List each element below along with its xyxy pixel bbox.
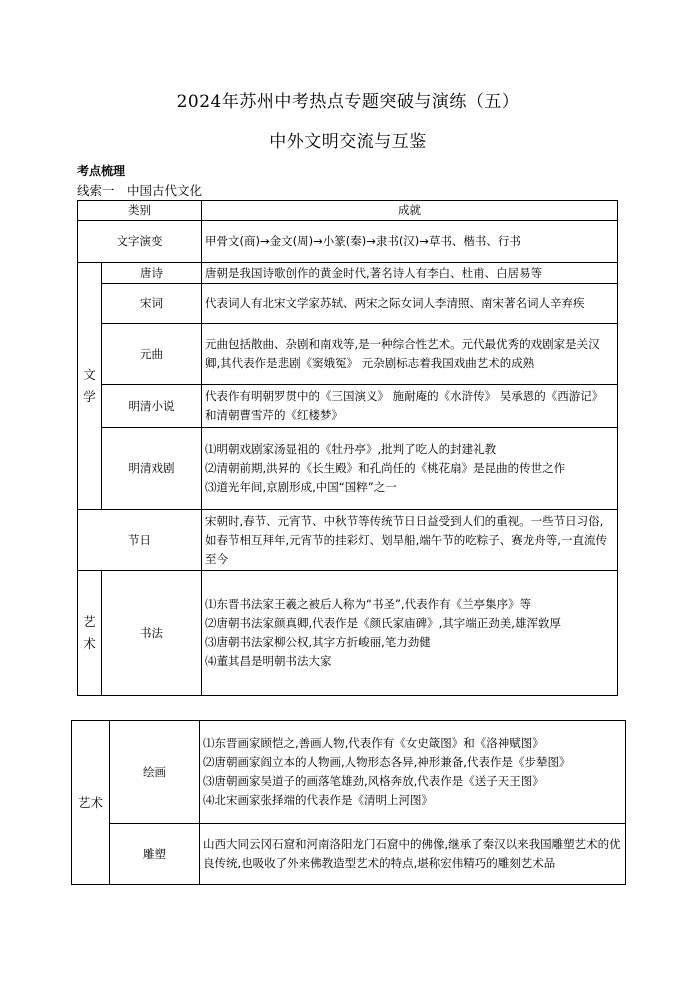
row-text-tang-poetry: 唐朝是我国诗歌创作的黄金时代,著名诗人有李白、杜甫、白居易等 — [202, 263, 618, 284]
table-row — [78, 571, 618, 696]
culture-table-2 — [71, 720, 626, 885]
section-label: 考点梳理 — [77, 164, 126, 178]
row-label-writing: 文字演变 — [78, 221, 202, 263]
painting-item: ⑷北宋画家张择端的代表作是《清明上河图》 — [203, 793, 433, 807]
row-label-sculpture: 雕塑 — [110, 824, 200, 885]
document-title: 2024年苏州中考热点专题突破与演练（五） — [176, 92, 520, 112]
table-row — [78, 324, 618, 385]
row-label-ming-qing-novels: 明清小说 — [102, 385, 202, 428]
drama-item: ⑶道光年间,京剧形成,中国“国粹”之一 — [205, 480, 397, 494]
table-row — [78, 221, 618, 263]
table-row — [78, 385, 618, 428]
row-text-sculpture: 山西大同云冈石窟和河南洛阳龙门石窟中的佛像,继承了秦汉以来我国雕塑艺术的优良传统,也吸收了外来佛教造型艺术的特点,堪称宏伟精巧的雕刻艺术品 — [200, 824, 626, 885]
drama-item: ⑵清朝前期,洪昇的《长生殿》和孔尚任的《桃花扇》是昆曲的传世之作 — [205, 461, 566, 475]
header-achievement: 成就 — [202, 201, 618, 221]
row-text-writing: 甲骨文(商)→金文(周)→小篆(秦)→隶书(汉)→草书、楷书、行书 — [202, 221, 618, 263]
calligraphy-item: ⑵唐朝书法家颜真卿,代表作是《颜氏家庙碑》,其字端正劲美,雄浑敦厚 — [205, 616, 561, 630]
group-label-literature: 文学 — [78, 263, 102, 510]
row-label-festival: 节日 — [78, 510, 202, 571]
table-row — [78, 284, 618, 324]
row-text-painting — [200, 721, 626, 824]
group-label-art: 艺术 — [78, 571, 102, 696]
table-row — [78, 263, 618, 284]
table-row — [78, 510, 618, 571]
row-label-yuan-qu: 元曲 — [102, 324, 202, 385]
table-row — [72, 721, 626, 824]
row-text-yuan-qu: 元曲包括散曲、杂剧和南戏等,是一种综合性艺术。元代最优秀的戏剧家是关汉卿,其代表作是悲剧《窦娥冤》 元杂剧标志着我国戏曲艺术的成熟 — [202, 324, 618, 385]
drama-item: ⑴明朝戏剧家汤显祖的《牡丹亭》,批判了吃人的封建礼教 — [205, 442, 497, 456]
header-category: 类别 — [78, 201, 202, 221]
painting-item: ⑴东晋画家顾恺之,善画人物,代表作有《女史箴图》和《洛神赋图》 — [203, 736, 544, 750]
culture-table-1 — [77, 200, 618, 696]
calligraphy-item: ⑶唐朝书法家柳公权,其字方折峻丽,笔力劲健 — [205, 635, 431, 649]
row-text-ming-qing-novels: 代表作有明朝罗贯中的《三国演义》 施耐庵的《水浒传》 吴承恩的《西游记》和清朝曹雪芹的《红楼梦》 — [202, 385, 618, 428]
row-label-ming-qing-drama: 明清戏剧 — [102, 428, 202, 510]
row-text-song-ci: 代表词人有北宋文学家苏轼、两宋之际女词人李清照、南宋著名词人辛弃疾 — [202, 284, 618, 324]
group-label-art-2: 艺术 — [72, 721, 110, 885]
row-text-calligraphy — [202, 571, 618, 696]
thread-label: 线索一 中国古代文化 — [77, 183, 203, 198]
calligraphy-item: ⑴东晋书法家王羲之被后人称为“书圣”,代表作有《兰亭集序》等 — [205, 597, 532, 611]
calligraphy-item: ⑷董其昌是明朝书法大家 — [205, 654, 332, 668]
document-subtitle: 中外文明交流与互鉴 — [269, 132, 427, 152]
row-label-song-ci: 宋词 — [102, 284, 202, 324]
row-text-ming-qing-drama — [202, 428, 618, 510]
painting-item: ⑶唐朝画家吴道子的画落笔雄劲,风格奔放,代表作是《送子天王图》 — [203, 774, 544, 788]
row-label-calligraphy: 书法 — [102, 571, 202, 696]
table-header-row — [78, 201, 618, 221]
table-row — [72, 824, 626, 885]
row-label-painting: 绘画 — [110, 721, 200, 824]
row-text-festival: 宋朝时,春节、元宵节、中秋节等传统节日日益受到人们的重视。一些节日习俗,如春节相互拜年,元宵节的挂彩灯、划旱船,端午节的吃粽子、赛龙舟等,一直流传至今 — [202, 510, 618, 571]
table-row — [78, 428, 618, 510]
painting-item: ⑵唐朝画家阎立本的人物画,人物形态各异,神形兼备,代表作是《步辇图》 — [203, 755, 571, 769]
row-label-tang-poetry: 唐诗 — [102, 263, 202, 284]
